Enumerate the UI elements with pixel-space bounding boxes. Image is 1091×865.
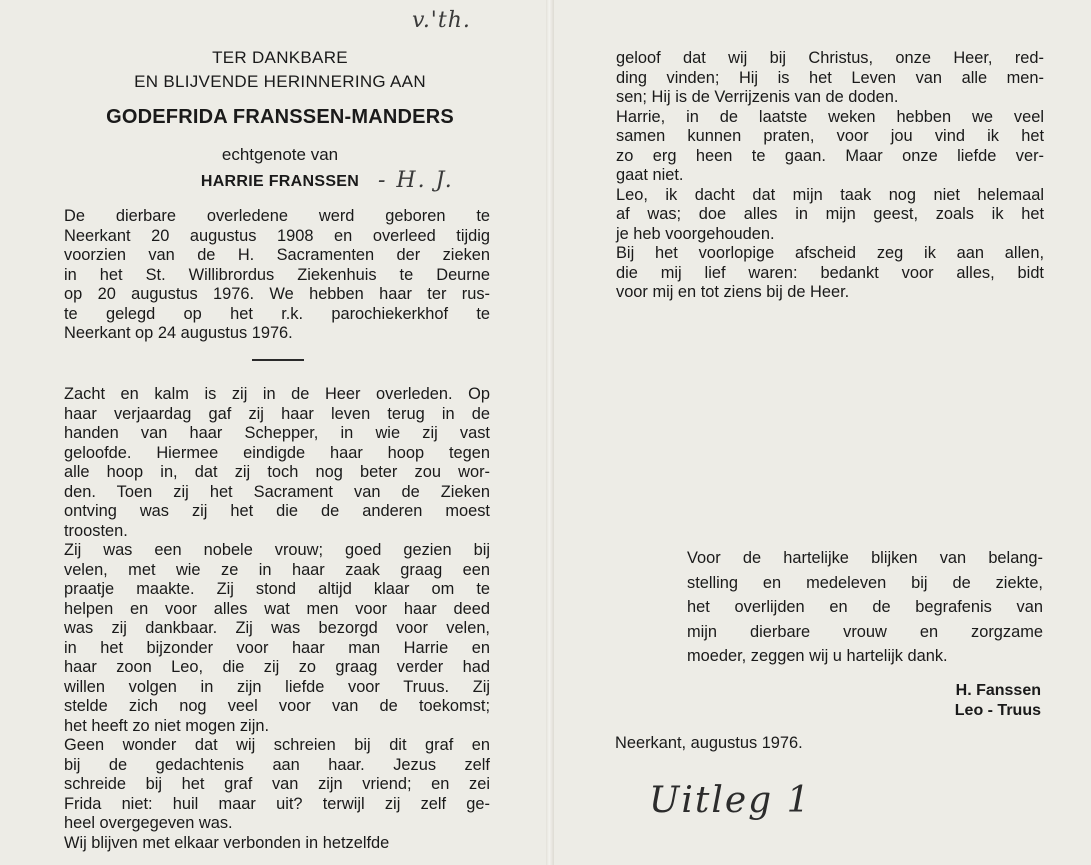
handwritten-note-husband: - H. J. (378, 168, 454, 193)
text-line: willen volgen in zijn liefde voor Truus. Zij (64, 677, 490, 696)
text-line: was zij dankbaar. Zij was bezorgd voor velen, (64, 619, 490, 637)
thanks-line: het overlijden en de begrafenis van (687, 598, 1043, 616)
text-line: sen; Hij is de Verrijzenis van de doden. (616, 88, 899, 106)
text-line: in het bijzonder voor haar man Harrie en (64, 638, 490, 657)
thanks-line: moeder, zeggen wij u hartelijk dank. (687, 647, 948, 665)
text-line: bij de gedachtenis aan haar. Jezus zelf (64, 755, 490, 774)
card-fold (546, 0, 554, 865)
text-line: handen van haar Schepper, in wie zij vast (64, 424, 490, 442)
text-line: die mij lief waren: bedankt voor alles, bidt (616, 263, 1044, 282)
text-line: praatje maakte. Zij stond altijd klaar om te (64, 580, 490, 598)
remembrance-text (64, 385, 490, 853)
signature-line-2: Leo - Truus (954, 702, 1041, 719)
text-line: stelde zich nog veel voor van de toekomst; (64, 697, 490, 715)
place-date: Neerkant, augustus 1976. (615, 734, 803, 752)
text-line: geloof dat wij bij Christus, onze Heer, red- (616, 49, 1044, 67)
text-line: af was; doe alles in mijn geest, zoals ik het (616, 205, 1044, 223)
thanks-line: mijn dierbare vrouw en zorgzame (687, 622, 1043, 641)
text-line: op 20 augustus 1976. We hebben haar ter rus- (64, 285, 490, 303)
text-line: heel overgegeven was. (64, 814, 233, 832)
text-line: helpen en voor alles wat men voor haar deed (64, 599, 490, 618)
header-line-2: EN BLIJVENDE HERINNERING AAN (134, 72, 426, 91)
text-line: Harrie, in de laatste weken hebben we veel (616, 107, 1044, 126)
text-line: gaat niet. (616, 166, 684, 184)
text-line: te gelegd op het r.k. parochiekerkhof te (64, 304, 490, 323)
text-line: troosten. (64, 521, 128, 540)
signature-block (955, 681, 1041, 721)
text-line: den. Toen zij het Sacrament van de Zieken (64, 482, 490, 501)
text-line: voorzien van de H. Sacramenten der zieken (64, 246, 490, 264)
text-line: ontving was zij het die de anderen moest (64, 502, 490, 520)
text-line: Neerkant op 24 augustus 1976. (64, 324, 293, 342)
text-line: Wij blijven met elkaar verbonden in hetzelfde (64, 833, 390, 852)
text-line: in het St. Willibrordus Ziekenhuis te Deurne (64, 265, 490, 284)
text-line: samen kunnen praten, voor jou vind ik het (616, 127, 1044, 145)
text-line: haar verjaardag gaf zij haar leven terug in de (64, 404, 490, 423)
biography-paragraph (64, 207, 490, 344)
text-line: zo erg heen te gaan. Maar onze liefde ver- (616, 146, 1044, 165)
text-line: geloofde. Hiermee eindigde haar hoop tegen (64, 443, 490, 462)
text-line: voor mij en tot ziens bij de Heer. (616, 283, 850, 301)
spouse-label: echtgenote van (221, 145, 339, 164)
deceased-name: GODEFRIDA FRANSSEN-MANDERS (106, 106, 454, 128)
husband-name: HARRIE FRANSSEN (200, 173, 360, 190)
text-line: je heb voorgehouden. (616, 224, 775, 243)
divider-line (252, 359, 304, 361)
text-line: het heeft zo niet mogen zijn. (64, 716, 270, 735)
text-line: velen, met wie ze in haar zaak graag een (64, 560, 490, 579)
thanks-paragraph (687, 546, 1043, 669)
thanks-line: Voor de hartelijke blijken van belang- (687, 549, 1043, 567)
thanks-line: stelling en medeleven bij de ziekte, (687, 573, 1043, 592)
text-line: Geen wonder dat wij schreien bij dit graf en (64, 736, 490, 754)
text-line: Leo, ik dacht dat mijn taak nog niet helemaal (616, 185, 1044, 204)
handwritten-note-bottom: Uitleg 1 (649, 780, 812, 821)
text-line: alle hoop in, dat zij toch nog beter zou wor- (64, 463, 490, 481)
text-line: haar zoon Leo, die zij zo graag verder had (64, 658, 490, 676)
text-line: Frida niet: huil maar uit? terwijl zij zelf ge- (64, 794, 490, 813)
text-line: Bij het voorlopige afscheid zeg ik aan allen, (616, 244, 1044, 262)
signature-line-1: H. Fanssen (955, 682, 1041, 699)
remembrance-text-continued (616, 49, 1044, 303)
header-line-1: TER DANKBARE (212, 48, 348, 67)
text-line: Neerkant 20 augustus 1908 en overleed tijdig (64, 226, 490, 245)
text-line: ding vinden; Hij is het Leven van alle men- (616, 68, 1044, 87)
text-line: De dierbare overledene werd geboren te (64, 207, 490, 225)
text-line: Zacht en kalm is zij in de Heer overleden. Op (64, 385, 490, 403)
text-line: schreide bij het graf van zijn vriend; en zei (64, 775, 490, 793)
text-line: Zij was een nobele vrouw; goed gezien bij (64, 541, 490, 559)
right-page (554, 0, 1091, 865)
handwritten-note-top: v.'th. (412, 8, 471, 33)
